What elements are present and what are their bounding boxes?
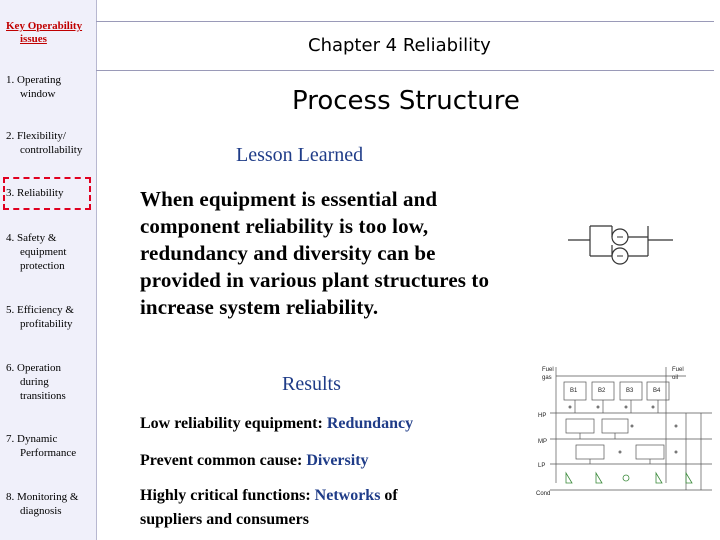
result-value: Diversity xyxy=(306,452,369,469)
chapter-title: Chapter 4 Reliability xyxy=(308,35,491,56)
sidebar xyxy=(0,0,97,540)
result-networks xyxy=(140,484,520,532)
sidebar-item-operation-transitions[interactable] xyxy=(6,361,94,403)
result-redundancy xyxy=(140,412,520,436)
sidebar-item-safety[interactable] xyxy=(6,231,94,273)
lesson-body: When equipment is essential and component reliability is too low, redundancy and diversity can be provided in various plant structures to increase system reliability. xyxy=(140,187,490,319)
result-label: Prevent common cause: xyxy=(140,452,307,469)
header-rule-bottom xyxy=(96,70,714,71)
result-value: Networks xyxy=(314,487,381,504)
page-title: Process Structure xyxy=(292,86,520,116)
sidebar-item-label: 2. Flexibility/ xyxy=(6,130,66,142)
sidebar-item-label: 5. Efficiency & xyxy=(6,304,74,316)
sidebar-item-label: protection xyxy=(20,260,65,272)
boiler-label: B3 xyxy=(626,388,634,394)
result-value: Redundancy xyxy=(326,415,414,432)
sidebar-title-line1: Key Operability xyxy=(6,20,83,32)
sidebar-item-label: controllability xyxy=(20,144,83,156)
sidebar-title-line2: issues xyxy=(20,33,47,45)
sidebar-title[interactable] xyxy=(6,20,94,46)
sidebar-item-reliability[interactable] xyxy=(6,186,94,200)
results-heading: Results xyxy=(282,373,341,395)
level-label: HP xyxy=(538,413,547,419)
result-rest: of xyxy=(380,487,398,504)
sidebar-item-label: during xyxy=(20,376,49,388)
sidebar-item-dynamic-performance[interactable] xyxy=(6,432,94,460)
sidebar-item-label: 8. Monitoring & xyxy=(6,491,79,503)
result-line2: suppliers and consumers xyxy=(140,511,309,528)
sidebar-item-label: window xyxy=(20,88,56,100)
fuel-oil-label-2: oil xyxy=(672,375,679,381)
header-rule-top xyxy=(96,21,714,22)
sidebar-item-efficiency[interactable] xyxy=(6,303,94,331)
fuel-oil-label-1: Fuel xyxy=(672,367,684,373)
level-label: MP xyxy=(538,439,547,445)
boiler-label: B2 xyxy=(598,388,606,394)
plant-network-diagram xyxy=(536,363,716,498)
sidebar-item-flexibility[interactable] xyxy=(6,129,94,157)
boiler-label: B1 xyxy=(570,388,578,394)
sidebar-item-monitoring[interactable] xyxy=(6,490,94,518)
fuel-gas-label-2: gas xyxy=(542,375,552,381)
sidebar-item-label: diagnosis xyxy=(20,505,62,517)
sidebar-item-label: 1. Operating xyxy=(6,74,61,86)
result-label: Low reliability equipment: xyxy=(140,415,327,432)
sidebar-item-label: profitability xyxy=(20,318,73,330)
level-label: LP xyxy=(538,463,546,469)
result-diversity xyxy=(140,449,520,473)
sidebar-item-operating-window[interactable] xyxy=(6,73,94,101)
sidebar-item-label: 3. Reliability xyxy=(6,187,64,199)
sidebar-item-label: 4. Safety & xyxy=(6,232,57,244)
boiler-label: B4 xyxy=(653,388,661,394)
level-label: Cond xyxy=(536,491,551,497)
parallel-redundancy-diagram xyxy=(568,218,678,268)
fuel-gas-label-1: Fuel xyxy=(542,367,554,373)
sidebar-item-label: 7. Dynamic xyxy=(6,433,58,445)
sidebar-item-label: equipment xyxy=(20,246,67,258)
sidebar-item-label: transitions xyxy=(20,390,66,402)
sidebar-item-label: 6. Operation xyxy=(6,362,61,374)
lesson-heading: Lesson Learned xyxy=(236,144,364,166)
result-label: Highly critical functions: xyxy=(140,487,315,504)
sidebar-item-label: Performance xyxy=(20,447,77,459)
